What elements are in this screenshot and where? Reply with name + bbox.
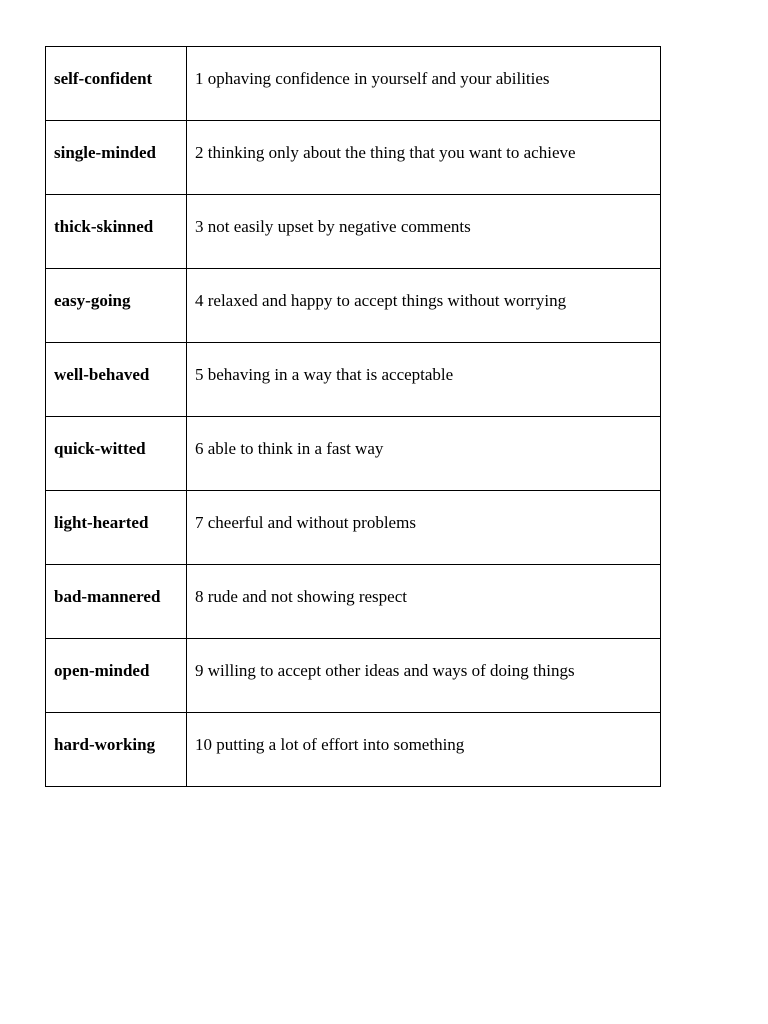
- word-text: well-behaved: [54, 365, 150, 384]
- word-cell: [46, 269, 187, 343]
- table-row: [46, 565, 661, 639]
- table-row: [46, 195, 661, 269]
- vocabulary-table: [45, 46, 661, 787]
- word-text: bad-mannered: [54, 587, 161, 606]
- definition-cell: [187, 343, 661, 417]
- word-text: hard-working: [54, 735, 156, 754]
- table-row: [46, 491, 661, 565]
- word-cell: [46, 491, 187, 565]
- word-text: open-minded: [54, 661, 150, 680]
- definition-cell: [187, 713, 661, 787]
- definition-cell: [187, 269, 661, 343]
- definition-cell: [187, 121, 661, 195]
- word-cell: [46, 713, 187, 787]
- table-row: [46, 417, 661, 491]
- word-text: light-hearted: [54, 513, 149, 532]
- word-text: single-minded: [54, 143, 157, 162]
- definition-text: 9 willing to accept other ideas and ways of doing things: [195, 661, 575, 680]
- table-row: [46, 269, 661, 343]
- definition-text: 10 putting a lot of effort into something: [195, 735, 465, 754]
- definition-text: 7 cheerful and without problems: [195, 513, 416, 532]
- word-cell: [46, 343, 187, 417]
- definition-cell: [187, 47, 661, 121]
- word-cell: [46, 565, 187, 639]
- word-cell: [46, 47, 187, 121]
- word-cell: [46, 195, 187, 269]
- definition-cell: [187, 195, 661, 269]
- definition-text: 5 behaving in a way that is acceptable: [195, 365, 454, 384]
- definition-cell: [187, 491, 661, 565]
- table-row: [46, 343, 661, 417]
- table-row: [46, 639, 661, 713]
- definition-text: 2 thinking only about the thing that you want to achieve: [195, 143, 576, 162]
- definition-text: 1 ophaving confidence in yourself and your abilities: [195, 69, 550, 88]
- word-cell: [46, 417, 187, 491]
- definition-text: 3 not easily upset by negative comments: [195, 217, 471, 236]
- definition-text: 4 relaxed and happy to accept things without worrying: [195, 291, 567, 310]
- word-text: easy-going: [54, 291, 131, 310]
- definition-text: 6 able to think in a fast way: [195, 439, 384, 458]
- definition-cell: [187, 565, 661, 639]
- word-text: thick-skinned: [54, 217, 154, 236]
- table-row: [46, 713, 661, 787]
- definition-cell: [187, 417, 661, 491]
- table-row: [46, 47, 661, 121]
- word-cell: [46, 639, 187, 713]
- definition-cell: [187, 639, 661, 713]
- definition-text: 8 rude and not showing respect: [195, 587, 407, 606]
- word-text: self-confident: [54, 69, 153, 88]
- word-text: quick-witted: [54, 439, 146, 458]
- word-cell: [46, 121, 187, 195]
- table-row: [46, 121, 661, 195]
